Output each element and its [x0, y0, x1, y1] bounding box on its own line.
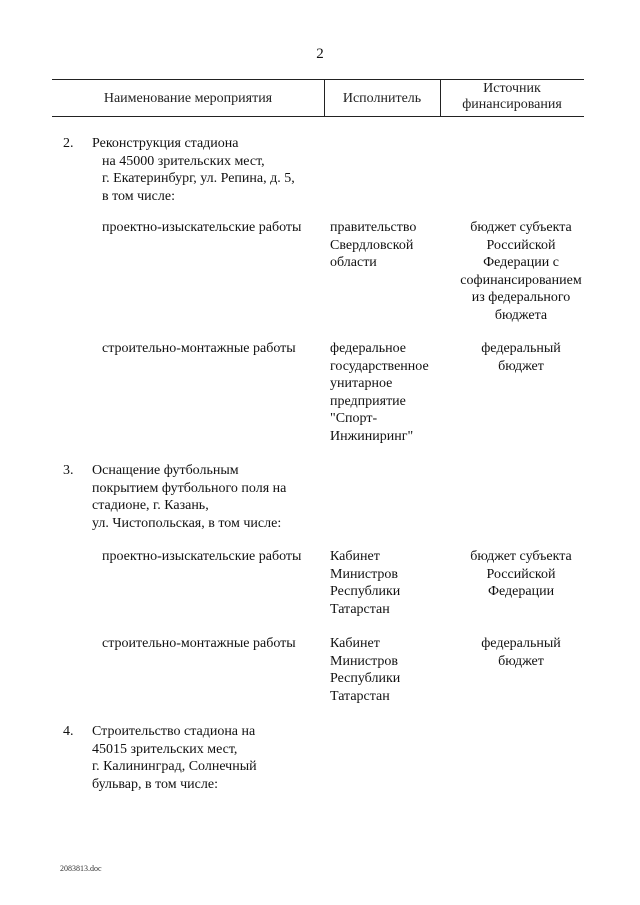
item-title-line: в том числе: [102, 188, 175, 204]
funding-line: Российской [486, 237, 556, 253]
funding-line: бюджет [498, 653, 544, 669]
executor-line: Татарстан [330, 688, 390, 704]
executor-line: государственное [330, 358, 429, 374]
header-col-funding-line-2: финансирования [462, 97, 562, 112]
executor-line: унитарное [330, 376, 393, 391]
subitem-executor [330, 340, 450, 445]
subitem-funding [451, 548, 591, 601]
executor-line: Кабинет [330, 549, 380, 564]
item-number: 2. [63, 136, 74, 151]
header-bottom-rule [52, 116, 584, 117]
item-title-line: покрытием футбольного поля на [92, 480, 287, 496]
funding-line: бюджет [498, 358, 544, 374]
subitem-funding [451, 635, 591, 670]
header-col-executor: Исполнитель [342, 91, 422, 106]
item-number: 3. [63, 463, 74, 478]
executor-line: Министров [330, 653, 399, 669]
header-col-funding-line-1: Источник [483, 81, 541, 96]
subitem-executor [330, 219, 450, 272]
table-header [52, 79, 584, 117]
executor-line: Татарстан [330, 601, 390, 617]
item-title-line: стадионе, г. Казань, [92, 498, 209, 513]
subitem-name: строительно-монтажные работы [102, 341, 296, 356]
item-title-line: Строительство стадиона на [92, 724, 256, 739]
item-title [92, 723, 317, 793]
subitem-executor [330, 548, 450, 618]
executor-line: Свердловской [330, 237, 414, 253]
header-top-rule [52, 79, 584, 80]
item-title [92, 135, 317, 205]
item-title-line: ул. Чистопольская, в том числе: [92, 515, 282, 531]
subitem-name: строительно-монтажные работы [102, 636, 296, 651]
executor-line: области [330, 255, 377, 270]
subitem-funding [451, 340, 591, 375]
funding-line: федеральный [481, 341, 561, 356]
executor-line: федеральное [330, 341, 407, 356]
funding-line: федеральный [481, 636, 561, 651]
funding-line: Федерации с [483, 255, 559, 270]
funding-line: бюджета [494, 307, 548, 323]
executor-line: Кабинет [330, 636, 380, 651]
executor-line: Инжиниринг" [330, 428, 414, 444]
item-title [92, 462, 317, 532]
executor-line: Республики [330, 671, 401, 686]
executor-line: "Спорт- [330, 411, 378, 426]
header-col-name: Наименование мероприятия [103, 91, 273, 106]
executor-line: предприятие [330, 393, 406, 409]
executor-line: правительство [330, 220, 417, 235]
subitem-name: проектно-изыскательские работы [102, 549, 302, 564]
item-number: 4. [63, 724, 74, 739]
funding-line: софинансированием [460, 272, 582, 288]
subitem-name: проектно-изыскательские работы [102, 220, 302, 235]
executor-line: Министров [330, 566, 399, 582]
executor-line: Республики [330, 584, 401, 599]
item-title-line: Реконструкция стадиона [92, 136, 239, 151]
funding-line: Федерации [487, 584, 555, 599]
page-number: 2 [316, 46, 324, 62]
item-title-line: 45015 зрительских мест, [92, 741, 238, 757]
subitem-executor [330, 635, 450, 705]
item-title-line: Оснащение футбольным [92, 463, 239, 478]
funding-line: бюджет субъекта [470, 549, 572, 564]
item-title-line: г. Екатеринбург, ул. Репина, д. 5, [102, 171, 295, 186]
item-title-line: на 45000 зрительских мест, [102, 153, 265, 169]
document-filename: 2083813.doc [60, 864, 102, 873]
funding-line: бюджет субъекта [470, 220, 572, 235]
funding-line: Российской [486, 566, 556, 582]
subitem-funding [451, 219, 591, 324]
item-title-line: бульвар, в том числе: [92, 776, 218, 792]
item-title-line: г. Калининград, Солнечный [92, 759, 257, 774]
funding-line: из федерального [471, 290, 571, 305]
header-col-funding [440, 81, 584, 113]
